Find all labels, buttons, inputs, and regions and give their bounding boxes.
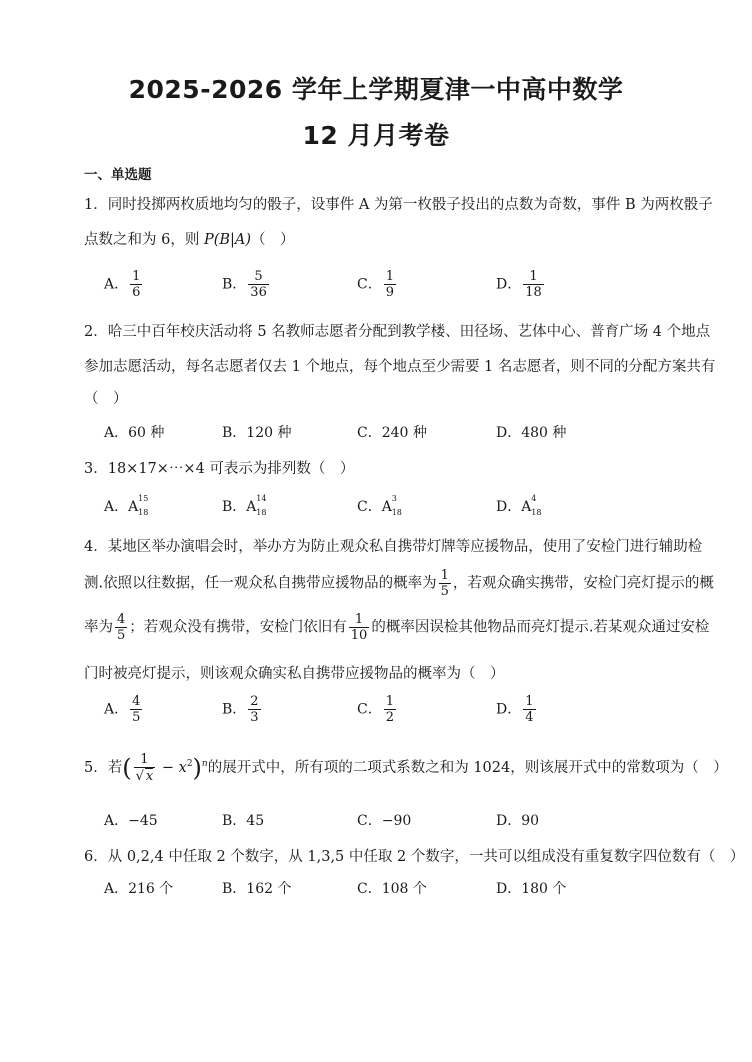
q2-option-d[interactable]: D．480 种 — [496, 425, 567, 441]
q2-line1: 2．哈三中百年校庆活动将 5 名教师志愿者分配到教学楼、田径场、艺体中心、普育广场 4 个地点 — [84, 324, 711, 340]
q2-line2: 参加志愿活动，每名志愿者仅去 1 个地点，每个地点至少需要 1 名志愿者，则不同的分配方案共有 — [84, 359, 716, 375]
section-heading: 一、单选题 — [84, 167, 152, 183]
numerator: 1 — [440, 568, 449, 583]
fraction — [130, 694, 142, 725]
paren-close: ) — [192, 754, 202, 782]
fraction — [523, 694, 535, 725]
perm-sub: 18 — [138, 508, 149, 517]
denominator: 9 — [385, 285, 394, 300]
perm-sup: 4 — [531, 494, 537, 503]
q4-option-b[interactable] — [222, 694, 263, 725]
q5-line1 — [84, 752, 728, 784]
q4-line4: 门时被亮灯提示，则该观众确实私自携带应援物品的概率为（ ） — [84, 666, 505, 682]
q1-option-c[interactable] — [357, 269, 398, 300]
denominator: 18 — [525, 285, 542, 300]
option-label: C． — [357, 701, 382, 718]
q3-line1: 3．18×17×⋯×4 可表示为排列数（ ） — [84, 461, 355, 477]
exam-subtitle: 12 月月考卷 — [302, 121, 450, 150]
q2-line3: （ ） — [84, 391, 128, 407]
permutation-symbol — [381, 494, 402, 517]
q6-line1: 6．从 0,2,4 中任取 2 个数字，从 1,3,5 中任取 2 个数字，一共可以组成没有重复数字四位数有（ ） — [84, 849, 745, 865]
option-label: B． — [222, 276, 247, 293]
option-label: C． — [357, 276, 382, 293]
perm-sub: 18 — [391, 508, 402, 517]
perm-sup: 3 — [391, 494, 397, 503]
q6-option-c[interactable]: C．108 个 — [357, 881, 427, 897]
q4-line3-mid: ；若观众没有携带，安检门依旧有 — [129, 619, 347, 636]
permutation-symbol — [128, 494, 149, 517]
q4-option-c[interactable] — [357, 694, 398, 725]
fraction — [130, 269, 142, 300]
binomial-expression: ( — [122, 754, 132, 782]
q5-pre: 5．若 — [84, 760, 123, 776]
numerator: 1 — [349, 612, 370, 628]
fraction — [349, 612, 370, 643]
perm-base: A — [381, 499, 392, 515]
fraction — [134, 752, 156, 784]
q5-post: 的展开式中，所有项的二项式系数之和为 1024，则该展开式中的常数项为（ ） — [207, 760, 728, 776]
option-label: D． — [496, 701, 522, 718]
denominator: 6 — [132, 285, 141, 300]
q1-line2 — [84, 228, 295, 249]
fraction — [248, 694, 260, 725]
denominator: √ x — [135, 769, 154, 784]
perm-base: A — [521, 499, 532, 515]
q5-option-a[interactable]: A．−45 — [104, 813, 158, 829]
option-label: C． — [357, 499, 382, 515]
q4-line3-pre: 率为 — [84, 619, 113, 636]
q6-option-a[interactable]: A．216 个 — [104, 881, 174, 897]
q4-line2-post: ，若观众确实携带，安检门亮灯提示的概 — [452, 575, 714, 592]
q1-option-a[interactable] — [104, 269, 144, 300]
q4-option-a[interactable] — [104, 694, 144, 725]
q1-expr: P(B|A) — [203, 232, 252, 248]
numerator: 1 — [385, 269, 394, 284]
exam-title: 2025-2026 学年上学期夏津一中高中数学 — [128, 75, 624, 104]
numerator: 1 — [523, 269, 544, 285]
fraction — [384, 269, 396, 300]
denominator: 2 — [385, 710, 394, 725]
denominator: 5 — [117, 628, 126, 643]
numerator: 1 — [385, 694, 394, 709]
exponent-n: n — [201, 759, 208, 770]
q4-line2 — [84, 568, 714, 599]
minus-term: − $x^2$ — [157, 759, 193, 776]
numerator: 4 — [132, 694, 141, 709]
q1-option-d[interactable] — [496, 269, 546, 300]
option-label: A． — [104, 499, 129, 515]
q5-option-d[interactable]: D．90 — [496, 813, 540, 829]
permutation-symbol — [521, 494, 542, 517]
q3-option-d[interactable] — [496, 494, 542, 517]
perm-base: A — [128, 499, 139, 515]
numerator: 1 — [132, 269, 141, 284]
option-label: A． — [104, 276, 129, 293]
q5-option-c[interactable]: C．−90 — [357, 813, 412, 829]
fraction — [384, 694, 396, 725]
denominator: 5 — [132, 710, 141, 725]
denominator: 10 — [350, 628, 368, 643]
q4-line3-post: 的概率因误检其他物品而亮灯提示.若某观众通过安检 — [371, 619, 710, 636]
perm-base: A — [246, 499, 257, 515]
q2-option-c[interactable]: C．240 种 — [357, 425, 427, 441]
q2-option-b[interactable]: B．120 种 — [222, 425, 292, 441]
q4-line3 — [84, 612, 709, 643]
option-label: B． — [222, 499, 247, 515]
q4-line2-pre: 测.依照以往数据，任一观众私自携带应援物品的概率为 — [84, 575, 437, 592]
q1-option-b[interactable] — [222, 269, 271, 300]
permutation-symbol — [246, 494, 267, 517]
denominator: 4 — [525, 710, 534, 725]
q4-line1: 4．某地区举办演唱会时，举办方为防止观众私自携带灯牌等应援物品，使用了安检门进行辅助检 — [84, 539, 703, 555]
q6-option-b[interactable]: B．162 个 — [222, 881, 292, 897]
option-label: D． — [496, 499, 522, 515]
q3-option-a[interactable] — [104, 494, 149, 517]
q4-option-d[interactable] — [496, 694, 538, 725]
fraction — [439, 568, 451, 599]
q2-option-a[interactable]: A．60 种 — [104, 425, 165, 441]
q6-option-d[interactable]: D．180 个 — [496, 881, 567, 897]
denominator: 36 — [250, 285, 267, 300]
q1-line1: 1．同时投掷两枚质地均匀的骰子，设事件 A 为第一枚骰子投出的点数为奇数，事件 B 为两枚骰子 — [84, 197, 713, 213]
numerator: 1 — [134, 752, 156, 768]
fraction — [523, 269, 544, 300]
option-label: D． — [496, 276, 522, 293]
perm-sup: 15 — [138, 494, 149, 503]
numerator: 5 — [248, 269, 269, 285]
q1-line2-pre: 点数之和为 6，则 — [84, 232, 204, 248]
perm-sup: 14 — [256, 494, 267, 503]
q3-option-c[interactable] — [357, 494, 402, 517]
option-label: A． — [104, 701, 129, 718]
perm-sub: 18 — [256, 508, 267, 517]
numerator: 4 — [117, 612, 126, 627]
denominator: 5 — [440, 584, 449, 599]
q5-option-b[interactable]: B．45 — [222, 813, 265, 829]
q1-line2-post: （ ） — [251, 232, 295, 248]
numerator: 2 — [250, 694, 259, 709]
denominator: 3 — [250, 710, 259, 725]
q3-option-b[interactable] — [222, 494, 267, 517]
perm-sub: 18 — [531, 508, 542, 517]
option-label: B． — [222, 701, 247, 718]
numerator: 1 — [525, 694, 534, 709]
fraction — [115, 612, 127, 643]
fraction — [248, 269, 269, 300]
